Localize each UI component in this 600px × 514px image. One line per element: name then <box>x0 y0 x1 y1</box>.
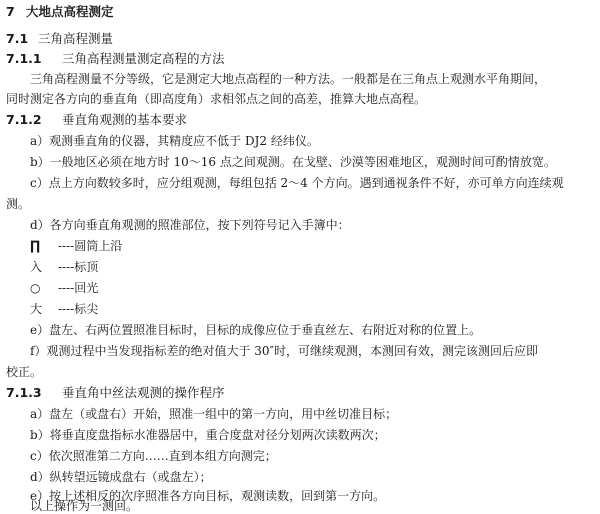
list-item-e: e）盘左、右两位置照准目标时，目标的成像应位于垂直丝左、右附近对称的位置上。 <box>30 323 482 337</box>
symbol-row <box>30 279 98 297</box>
list-item-f: f）观测过程中当发现指标差的绝对值大于 30″时，可继续观测，本测回有效，测完该测回后应即 <box>30 344 539 358</box>
heading-7-1-2-title: 垂直角观测的基本要求 <box>62 112 188 127</box>
paragraph-line: 同时测定各方向的垂直角（即高度角）求相邻点之间的高差，推算大地点高程。 <box>6 92 427 106</box>
symbol-description: ----圆筒上沿 <box>58 239 123 253</box>
heading-7-1-3-title: 垂直角中丝法观测的操作程序 <box>62 385 225 400</box>
heading-7-1-number: 7.1 <box>6 31 29 46</box>
section-title: 大地点高程测定 <box>26 4 114 19</box>
heading-7-1-3-number: 7.1.3 <box>6 385 42 400</box>
list-item-b: b）一般地区必须在地方时 10～16 点之间观测。在戈壁、沙漠等困难地区，观测时间可酌情放宽。 <box>30 155 556 169</box>
symbol-glyph: ∏ <box>30 239 39 254</box>
step-a: a）盘左（或盘右）开始，照准一组中的第一方向，用中丝切准目标； <box>30 407 398 421</box>
heading-7-1-1-number: 7.1.1 <box>6 51 42 66</box>
symbol-row <box>30 258 98 276</box>
closing-sentence: 以上操作为一测回。 <box>30 499 139 513</box>
list-item-d: d）各方向垂直角观测的照准部位，按下列符号记入手簿中： <box>30 218 350 232</box>
step-e: e）按上述相反的次序照准各方向目标，观测读数，回到第一方向。 <box>30 489 386 503</box>
list-item-f-cont: 校正。 <box>6 365 43 379</box>
heading-7-1-2 <box>6 111 187 129</box>
symbol-glyph: ○ <box>30 281 41 295</box>
list-item-c-cont: 测。 <box>6 197 31 211</box>
paragraph-line: 三角高程测量不分等级，它是测定大地点高程的一种方法。一般都是在三角点上观测水平角期间， <box>30 72 547 86</box>
heading-7-1-2-number: 7.1.2 <box>6 112 42 127</box>
symbol-row <box>30 300 98 318</box>
symbol-glyph: 入 <box>30 260 43 274</box>
symbol-description: ----回光 <box>58 281 99 295</box>
heading-7-1-title: 三角高程测量 <box>38 31 114 46</box>
symbol-glyph: 大 <box>30 302 43 316</box>
list-item-c: c）点上方向数较多时，应分组观测，每组包括 2～4 个方向。遇到通视条件不好，亦可单方向连续观 <box>30 176 564 190</box>
step-d: d）纵转望远镜成盘右（或盘左）； <box>30 470 212 484</box>
symbol-row <box>30 237 122 256</box>
symbol-description: ----标顶 <box>58 260 99 274</box>
heading-7-1-3 <box>6 384 225 402</box>
section-heading <box>6 3 114 21</box>
step-b: b）将垂直度盘指标水准器居中，重合度盘对径分划两次读数两次； <box>30 428 386 442</box>
heading-7-1 <box>6 30 113 48</box>
heading-7-1-1-title: 三角高程测量测定高程的方法 <box>62 51 225 66</box>
symbol-description: ----标尖 <box>58 302 99 316</box>
list-item-a: a）观测垂直角的仪器，其精度应不低于 DJ2 经纬仪。 <box>30 134 319 148</box>
section-number: 7 <box>6 4 15 19</box>
heading-7-1-1 <box>6 50 225 68</box>
step-c: c）依次照准第二方向……直到本组方向测完； <box>30 449 277 463</box>
